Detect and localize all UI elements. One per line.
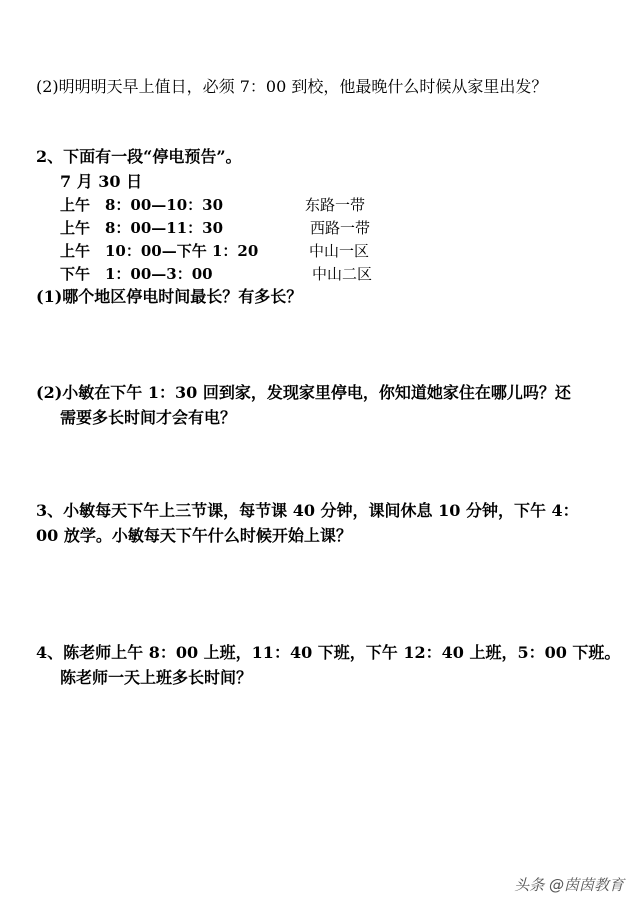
schedule-time: 上午 8：00—10：30 [60, 196, 224, 214]
question-1-part-2: (2)明明明天早上值日，必须 7：00 到校，他最晚什么时候从家里出发？ [36, 77, 548, 96]
question-2-part-2-line-2: 需要多长时间才会有电？ [60, 408, 237, 427]
question-2-intro: 2、下面有一段“停电预告”。 [36, 147, 242, 166]
schedule-area: 东路一带 [305, 196, 366, 214]
question-4-line-2: 陈老师一天上班多长时间？ [60, 668, 253, 687]
schedule-time: 上午 8：00—11：30 [60, 219, 224, 237]
schedule-time: 下午 1：00—3：00 [60, 265, 213, 283]
schedule-date: 7 月 30 日 [60, 172, 143, 191]
question-3-line-1: 3、小敏每天下午上三节课，每节课 40 分钟，课间休息 10 分钟，下午 4： [36, 501, 579, 520]
schedule-time: 上午 10：00—下午 1：20 [60, 242, 259, 260]
schedule-area: 中山二区 [312, 265, 373, 283]
schedule-area: 中山一区 [309, 242, 370, 260]
question-4-line-1: 4、陈老师上午 8：00 上班，11：40 下班，下午 12：40 上班，5：00 下班。 [36, 643, 621, 662]
question-2-part-2-line-1: (2)小敏在下午 1：30 回到家，发现家里停电，你知道她家住在哪儿吗？还 [36, 383, 571, 402]
schedule-area: 西路一带 [310, 219, 371, 237]
watermark: 头条 @茵茵教育 [514, 876, 624, 894]
question-2-part-1: (1)哪个地区停电时间最长？有多长？ [36, 287, 303, 306]
question-3-line-2: 00 放学。小敏每天下午什么时候开始上课？ [36, 526, 352, 545]
